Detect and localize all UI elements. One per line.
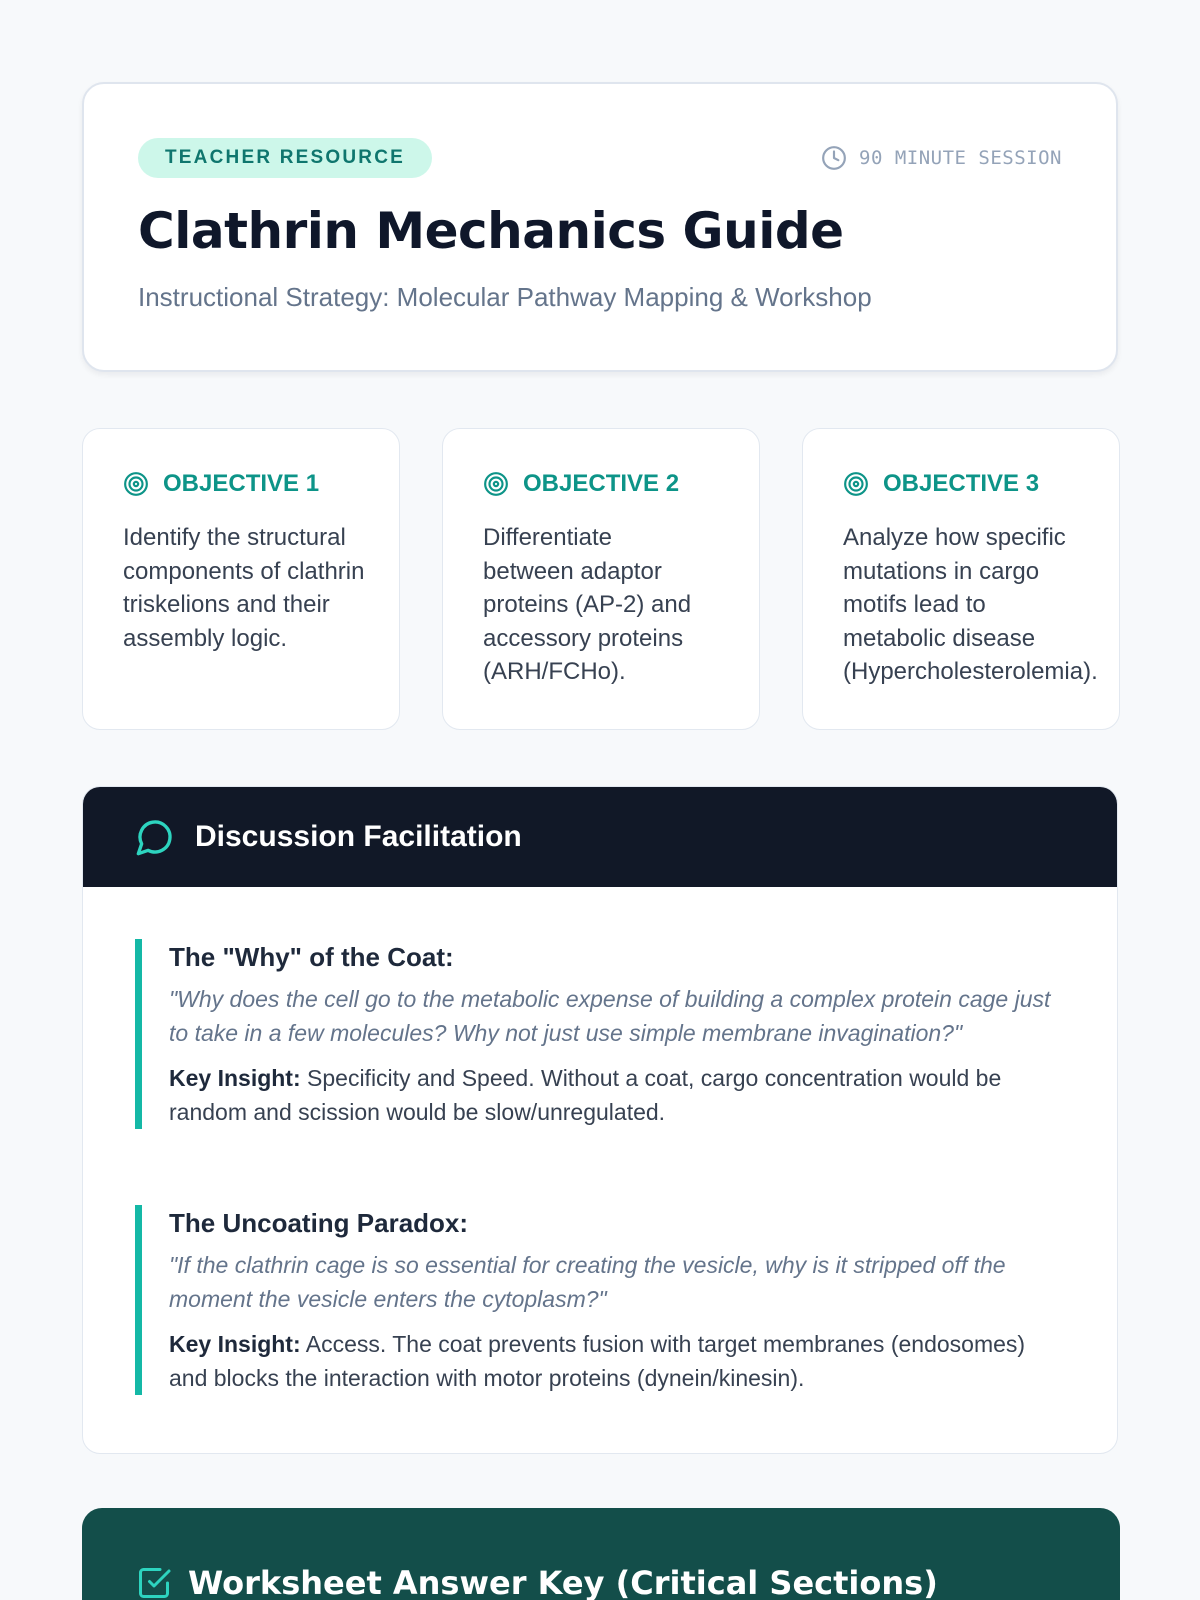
worksheet-title: Worksheet Answer Key (Critical Sections) <box>188 1564 938 1600</box>
target-icon <box>483 471 509 497</box>
key-insight <box>169 1328 1055 1395</box>
objective-label: OBJECTIVE 1 <box>163 470 320 497</box>
objective-label: OBJECTIVE 3 <box>883 470 1040 497</box>
objective-header <box>843 469 1113 499</box>
discussion-question-2 <box>135 1205 1055 1395</box>
worksheet-card <box>82 1508 1120 1600</box>
target-icon <box>123 471 149 497</box>
question-title: The "Why" of the Coat: <box>169 942 454 972</box>
session-duration <box>821 144 1062 172</box>
header-card <box>82 82 1118 372</box>
discussion-header <box>83 787 1117 887</box>
target-icon <box>843 471 869 497</box>
objective-label: OBJECTIVE 2 <box>523 470 680 497</box>
discussion-title: Discussion Facilitation <box>195 820 522 853</box>
discussion-card <box>82 786 1118 1454</box>
question-title: The Uncoating Paradox: <box>169 1208 469 1238</box>
page-title: Clathrin Mechanics Guide <box>138 202 844 260</box>
key-insight-text: Access. The coat prevents fusion with target membranes (endosomes) and blocks the interaction with motor proteins (dynein/kinesin). <box>169 1331 1026 1391</box>
checkbox-icon <box>136 1565 172 1600</box>
clock-icon <box>821 145 847 171</box>
teacher-resource-badge: TEACHER RESOURCE <box>138 138 432 178</box>
question-quote: "If the clathrin cage is so essential for creating the vesicle, why is it stripped off the moment the vesicle enters the cytoplasm?" <box>169 1252 1006 1312</box>
page-subtitle: Instructional Strategy: Molecular Pathway Mapping & Workshop <box>138 282 872 312</box>
objective-card-3 <box>802 428 1120 730</box>
objective-card-2 <box>442 428 760 730</box>
key-insight-label: Key Insight: <box>169 1331 301 1357</box>
objective-text: Identify the structural components of clathrin triskelions and their assembly logic. <box>123 524 365 652</box>
key-insight <box>169 1062 1055 1129</box>
worksheet-header <box>136 1564 938 1600</box>
key-insight-text: Specificity and Speed. Without a coat, cargo concentration would be random and scission would be slow/unregulated. <box>169 1065 1002 1125</box>
discussion-question-1 <box>135 939 1055 1129</box>
objective-header <box>483 469 729 499</box>
key-insight-label: Key Insight: <box>169 1065 301 1091</box>
objective-header <box>123 469 369 499</box>
question-quote: "Why does the cell go to the metabolic expense of building a complex protein cage just to take in a few molecules? Why not just use simple membrane invagination?" <box>169 986 1051 1046</box>
session-label: 90 MINUTE SESSION <box>859 147 1062 169</box>
objective-card-1 <box>82 428 400 730</box>
objective-text: Analyze how specific mutations in cargo motifs lead to metabolic disease (Hypercholesterolemia). <box>843 524 1098 685</box>
objective-text: Differentiate between adaptor proteins (AP-2) and accessory proteins (ARH/FCHo). <box>483 524 692 685</box>
chat-bubble-icon <box>135 817 175 857</box>
